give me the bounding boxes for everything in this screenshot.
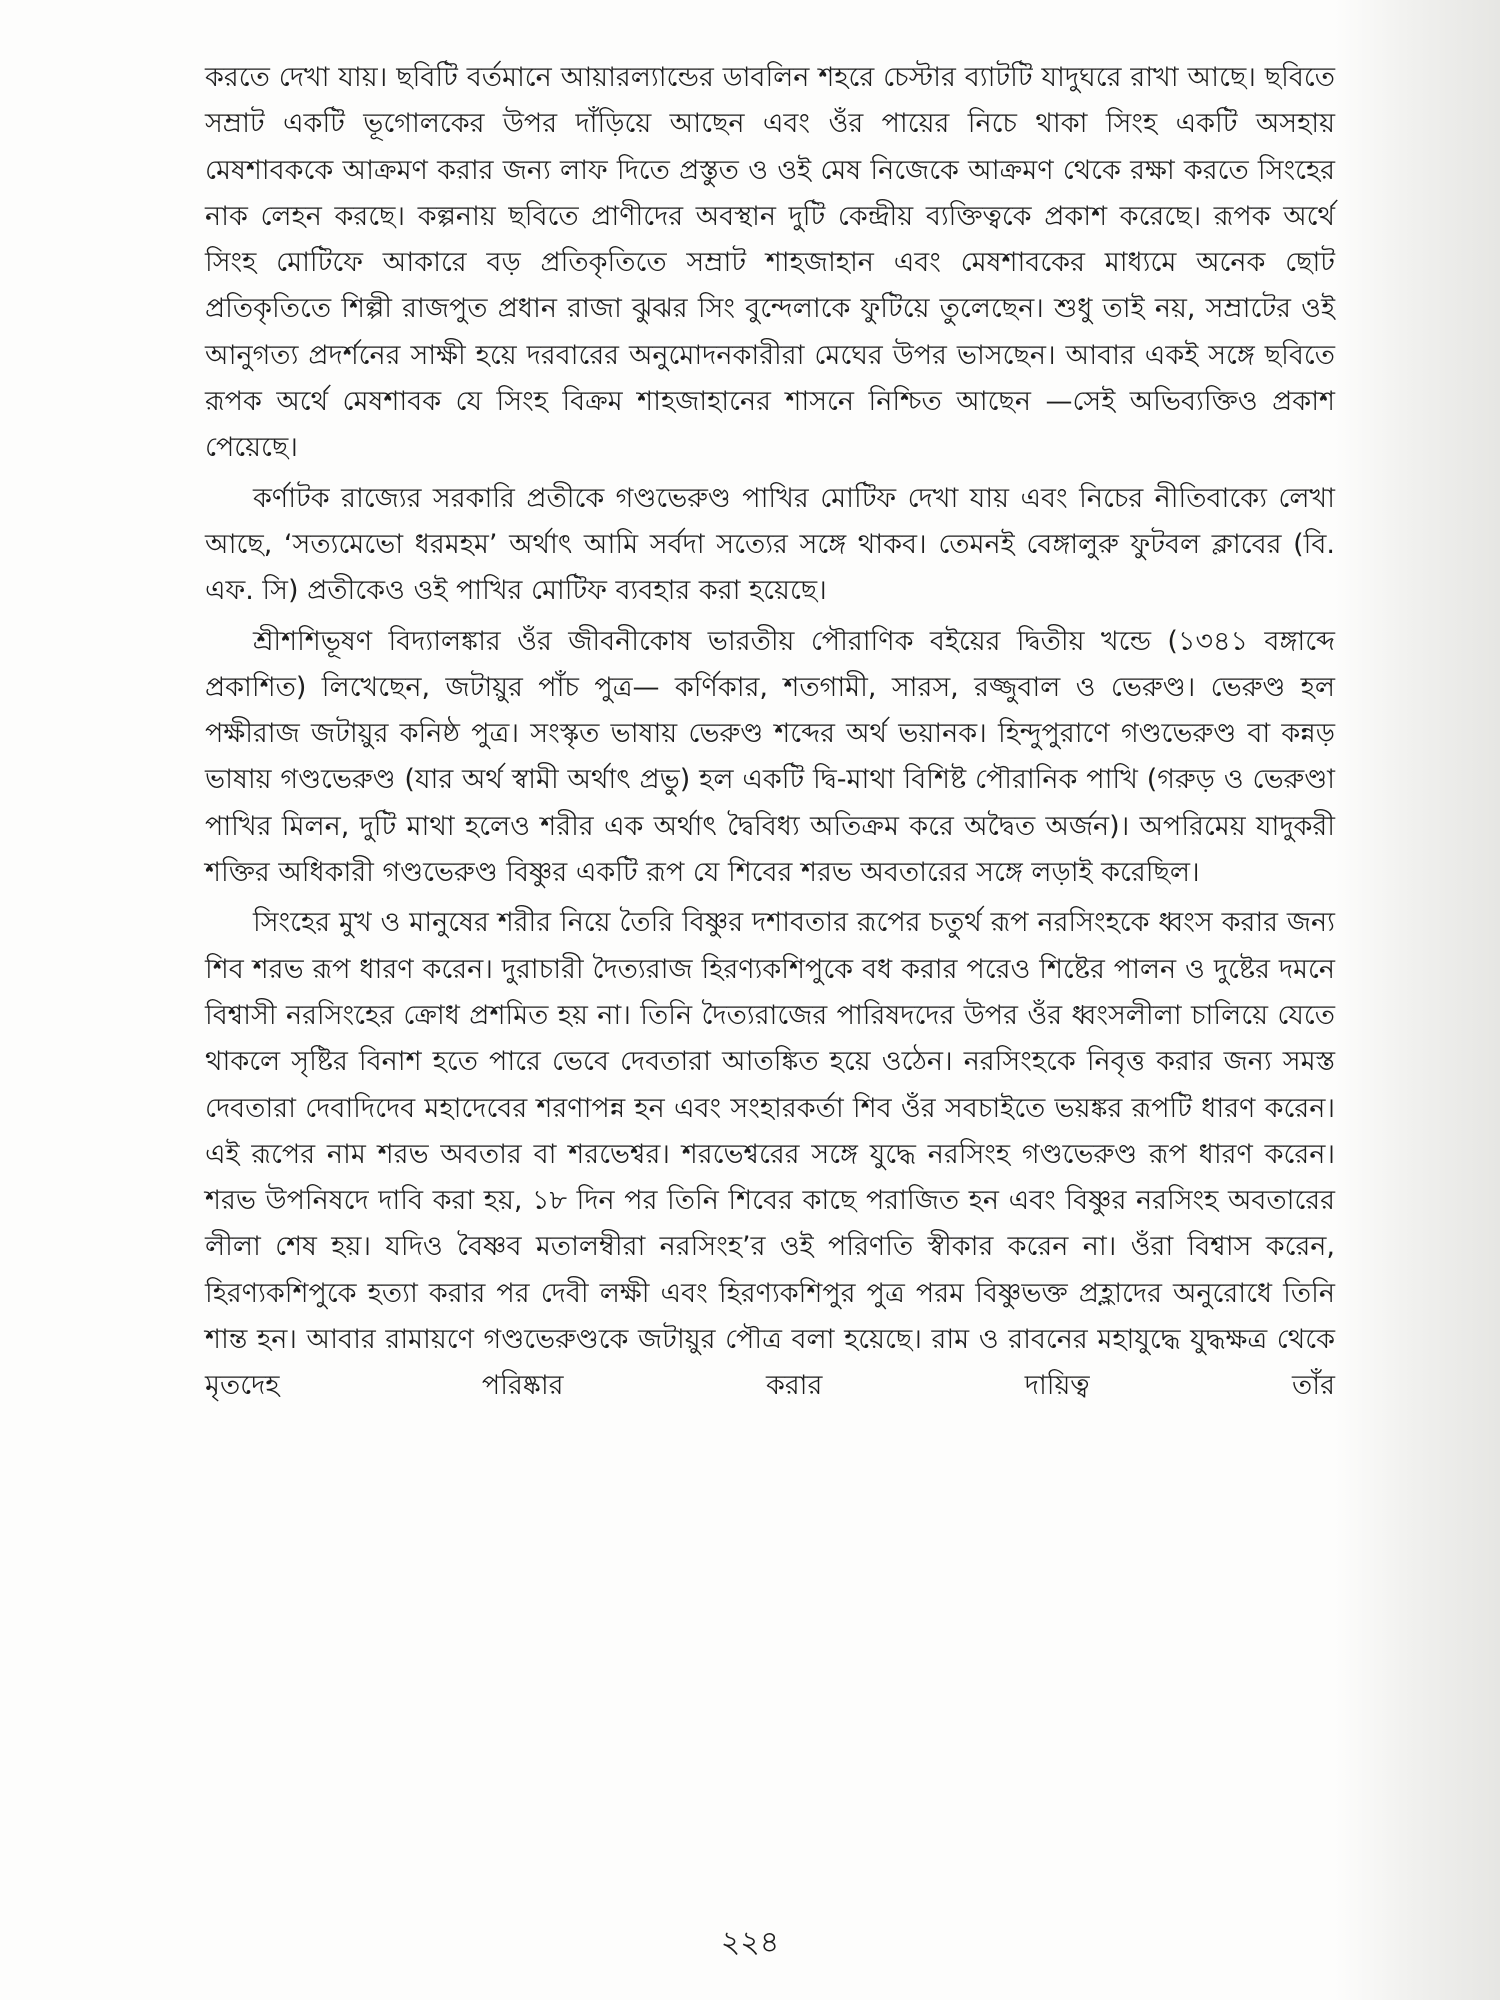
paragraph-continuation: করতে দেখা যায়। ছবিটি বর্তমানে আয়ারল্যান্ডের ডাবলিন শহরে চেস্টার ব্যাটটি যাদুঘরে রাখা আছে। ছবিতে সম্রাট একটি ভূগোলকের উপর দাঁড়িয়ে আছেন এবং ওঁর পায়ের নিচে থাকা সিংহ একটি অসহায় মেষশাবককে আক্রমণ করার জন্য লাফ দিতে প্রস্তুত ও ওই মেষ নিজেকে আক্রমণ থেকে রক্ষা করতে সিংহের নাক লেহন করছে। কল্পনায় ছবিতে প্রাণীদের অবস্থান দুটি কেন্দ্রীয় ব্যক্তিত্বকে প্রকাশ করেছে। রূপক অর্থে সিংহ মোটিফে আকারে বড় প্রতিকৃতিতে সম্রাট শাহজাহান এবং মেষশাবকের মাধ্যমে অনেক ছোট প্রতিকৃতিতে শিল্পী রাজপুত প্রধান রাজা ঝুঝর সিং বুন্দেলাকে ফুটিয়ে তুলেছেন। শুধু তাই নয়, সম্রাটের ওই আনুগত্য প্রদর্শনের সাক্ষী হয়ে দরবারের অনুমোদনকারীরা মেঘের উপর ভাসছেন। আবার একই সঙ্গে ছবিতে রূপক অর্থে মেষশাবক যে সিংহ বিক্রম শাহজাহানের শাসনে নিশ্চিত আছেন —সেই অভিব্যক্তিও প্রকাশ পেয়েছে। [205, 62, 1335, 464]
body-text [205, 55, 1335, 1410]
paragraph-bherunda-origin: শ্রীশশিভূষণ বিদ্যালঙ্কার ওঁর জীবনীকোষ ভারতীয় পৌরাণিক বইয়ের দ্বিতীয় খন্ডে (১৩৪১ বঙ্গাব্দে প্রকাশিত) লিখেছেন, জটায়ুর পাঁচ পুত্র— কর্ণিকার, শতগামী, সারস, রজ্জুবাল ও ভেরুণ্ড। ভেরুণ্ড হল পক্ষীরাজ জটায়ুর কনিষ্ঠ পুত্র। সংস্কৃত ভাষায় ভেরুণ্ড শব্দের অর্থ ভয়ানক। হিন্দুপুরাণে গণ্ডভেরুণ্ড বা কন্নড় ভাষায় গণ্ডভেরুণ্ড (যার অর্থ স্বামী অর্থাৎ প্রভু) হল একটি দ্বি-মাথা বিশিষ্ট পৌরানিক পাখি (গরুড় ও ভেরুণ্ডা পাখির মিলন, দুটি মাথা হলেও শরীর এক অর্থাৎ দ্বৈবিধ্য অতিক্রম করে অদ্বৈত অর্জন)। অপরিমেয় যাদুকরী শক্তির অধিকারী গণ্ডভেরুণ্ড বিষ্ণুর একটি রূপ যে শিবের শরভ অবতারের সঙ্গে লড়াই করেছিল। [205, 625, 1335, 889]
paragraph-karnataka-emblem: কর্ণাটক রাজ্যের সরকারি প্রতীকে গণ্ডভেরুণ্ড পাখির মোটিফ দেখা যায় এবং নিচের নীতিবাক্যে লেখা আছে, ‘সত্যমেভো ধরমহম’ অর্থাৎ আমি সর্বদা সত্যের সঙ্গে থাকব। তেমনই বেঙ্গালুরু ফুটবল ক্লাবের (বি. এফ. সি) প্রতীকেও ওই পাখির মোটিফ ব্যবহার করা হয়েছে। [205, 482, 1335, 607]
page-number: ২২৪ [720, 1925, 780, 1960]
page-gutter-shadow [1335, 0, 1500, 2000]
paragraph-sharabha-narasimha: সিংহের মুখ ও মানুষের শরীর নিয়ে তৈরি বিষ্ণুর দশাবতার রূপের চতুর্থ রূপ নরসিংহকে ধ্বংস করার জন্য শিব শরভ রূপ ধারণ করেন। দুরাচারী দৈত্যরাজ হিরণ্যকশিপুকে বধ করার পরেও শিষ্টের পালন ও দুষ্টের দমনে বিশ্বাসী নরসিংহের ক্রোধ প্রশমিত হয় না। তিনি দৈত্যরাজের পারিষদদের উপর ওঁর ধ্বংসলীলা চালিয়ে যেতে থাকলে সৃষ্টির বিনাশ হতে পারে ভেবে দেবতারা আতঙ্কিত হয়ে ওঠেন। নরসিংহকে নিবৃত্ত করার জন্য সমস্ত দেবতারা দেবাদিদেব মহাদেবের শরণাপন্ন হন এবং সংহারকর্তা শিব ওঁর সবচাইতে ভয়ঙ্কর রূপটি ধারণ করেন। এই রূপের নাম শরভ অবতার বা শরভেশ্বর। শরভেশ্বরের সঙ্গে যুদ্ধে নরসিংহ গণ্ডভেরুণ্ড রূপ ধারণ করেন। শরভ উপনিষদে দাবি করা হয়, ১৮ দিন পর তিনি শিবের কাছে পরাজিত হন এবং বিষ্ণুর নরসিংহ অবতারের লীলা শেষ হয়। যদিও বৈষ্ণব মতালম্বীরা নরসিংহ’র ওই পরিণতি স্বীকার করেন না। ওঁরা বিশ্বাস করেন, হিরণ্যকশিপুকে হত্যা করার পর দেবী লক্ষী এবং হিরণ্যকশিপুর পুত্র পরম বিষ্ণুভক্ত প্রহ্লাদের অনুরোধে তিনি শান্ত হন। আবার রামায়ণে গণ্ডভেরুণ্ডকে জটায়ুর পৌত্র বলা হয়েছে। রাম ও রাবনের মহাযুদ্ধে যুদ্ধক্ষত্র থেকে মৃতদেহ পরিষ্কার করার দায়িত্ব তাঁর [205, 907, 1335, 1402]
